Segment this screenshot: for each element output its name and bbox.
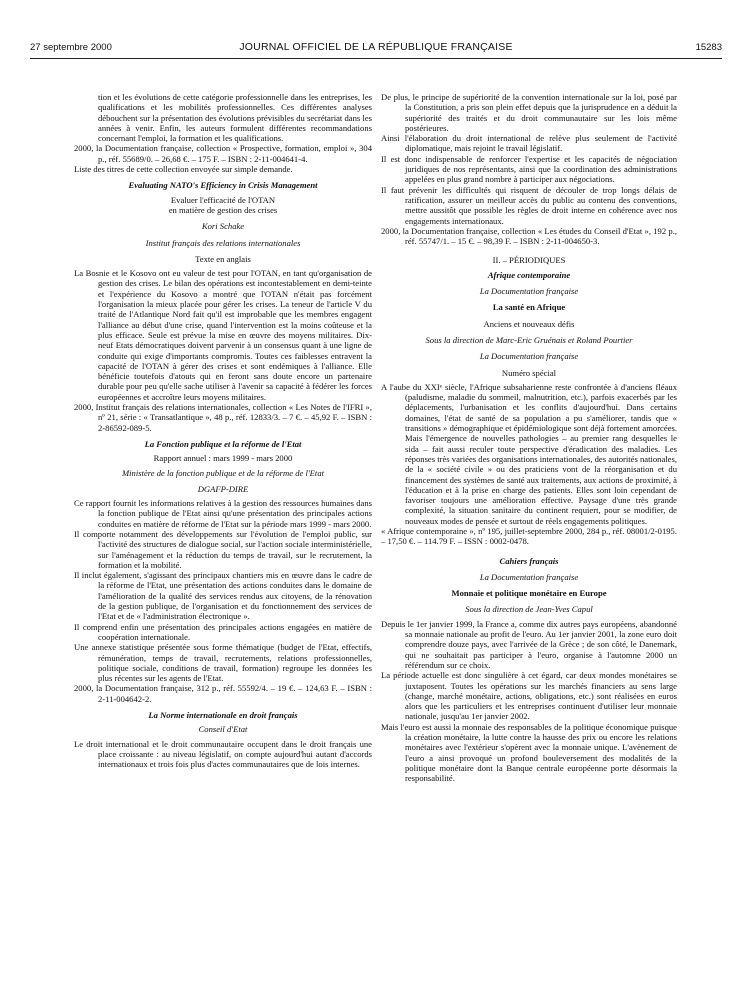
issue-heading: Monnaie et politique monétaire en Europe [451,588,607,599]
book-title: La Fonction publique et la réforme de l'Etat [144,438,302,449]
book-summary: La Bosnie et le Kosovo ont eu valeur de test pour l'OTAN, en tant qu'organisation de gestion des crises. Le bilan des opérations est incontestablement en demi-teinte et l'expérience du Kosovo a montré que l'OTAN n'était pas forcément l'organisation la mieux placée pour gérer les crises. La teneur de l'article V du traité de l'Atlantique Nord fait qu'il est improbable que les membres engagent l'alliance au début d'une crise, quand l'intervention est la moins coûteuse et la plus efficace. Seule est prévue la mise en œuvre des moyens militaires. Dix-neuf Etats démocratiques doivent parvenir à un consensus quant à une ligne de conduite qui exige d'importants compromis. Toutes ces faiblesses entravent la capacité de l'OTAN à gérer des crises et sont endémiques à l'alliance. Elle bénéficie toutefois d'atouts qui en feront sans doute encore un partenaire durable pour peu qu'elle sache utiliser à l'avenir sa capacité à fédérer les forces européennes et accroître leurs moyens militaires. [74,268,372,402]
periodical-publisher: La Documentation française [479,571,579,582]
book-title: Evaluating NATO's Efficiency in Crisis Management [128,180,318,191]
book-subtitle: Rapport annuel : mars 1999 - mars 2000 [153,453,293,464]
reference-entry: 2000, la Documentation française, collection « Les études du Conseil d'Etat », 192 p., réf. 55747/1. – 15 €. – 98,39 F. – ISBN : 2-11-004650-3. [381,225,677,247]
header-date: 27 septembre 2000 [30,42,112,53]
book-subtitle: en matière de gestion des crises [168,204,278,215]
book-title: La Norme internationale en droit français [148,710,298,721]
special-issue-label: Numéro spécial [501,367,557,378]
reference-entry: 2000, la Documentation française, collection « Prospective, formation, emploi », 304 p., réf. 55689/0. – 26,68 €. – 175 F. – ISBN : 2-11-004641-4. [74,143,372,164]
book-summary: Il inclut également, s'agissant des principaux chantiers mis en œuvre dans le cadre de la réforme de l'Etat, une présentation des actions conduites dans le domaine de l'amélioration de la qualité des services rendus aux citoyens, de la rénovation de la gestion publique, de l'organisation et du fonctionnement des services de l'Etat et de « l'administration électronique ». [74,570,372,622]
journal-title: JOURNAL OFFICIEL DE LA RÉPUBLIQUE FRANÇAISE [239,41,513,53]
issue-summary: Mais l'euro est aussi la monnaie des responsables de la politique économique puisque la création monétaire, la lutte contre la hausse des prix ou encore les relations monétaires avec l'extérieur s'opèrent avec la monnaie unique. L'avènement de l'euro a ainsi provoqué un profond bouleversement des modalités de la politique monétaire dont la Banque centrale européenne porte désormais la responsabilité. [381,721,677,784]
book-summary: Il faut prévenir les difficultés qui risquent de découler de trop longs délais de ratification, assurer un meilleur accès du public au contenu des conventions, mettre aussitôt que possible les règles de droit interne en cohérence avec nos engagements internationaux. [381,184,677,226]
book-summary: Ce rapport fournit les informations relatives à la gestion des ressources humaines dans la fonction publique de l'Etat ainsi qu'une présentation des principales actions conduites en matière de réforme de l'Etat sur la période mars 1999 - mars 2000. [74,498,372,529]
page-number: 15283 [695,42,722,53]
periodical-publisher: La Documentation française [479,286,579,297]
book-subtitle: Evaluer l'efficacité de l'OTAN [170,194,276,205]
issue-editors: Sous la direction de Marc-Eric Gruénais et Roland Pourtier [425,334,633,345]
right-column [381,92,677,784]
book-summary: Une annexe statistique présentée sous forme thématique (budget de l'Etat, effectifs, rémunération, temps de travail, recrutements, relations professionnelles, politique sociale, conditions de travail, formation) regroupe les données les plus récentes sur les agents de l'Etat. [74,642,372,684]
continued-paragraph: tion et les évolutions de cette catégorie professionnelle dans les entreprises, les qualifications et les mobilités professionnelles. Ces différentes analyses débouchent sur la présentation des évolutions prévisibles du secrétariat dans les années à venir. Enfin, les auteurs formulent différentes recommandations concernant l'emploi, la formation et les qualifications. [98,92,372,144]
issue-subtitle: Anciens et nouveaux défis [483,318,575,329]
book-directorate: DGAFP-DIRE [197,483,249,494]
section-heading: II. – PÉRIODIQUES [492,255,566,266]
book-summary: Il comprend enfin une présentation des principales actions engagées en matière de coopération internationale. [74,621,372,642]
periodical-publisher: La Documentation française [479,351,579,362]
reference-entry: 2000, la Documentation française, 312 p., réf. 55592/4. – 19 €. – 124,63 F. – ISBN : 2-11-004642-2. [74,683,372,704]
issue-heading: La santé en Afrique [492,302,566,313]
issue-editors: Sous la direction de Jean-Yves Capul [465,604,593,615]
issue-summary: A l'aube du XXIᵉ siècle, l'Afrique subsaharienne reste confrontée à d'anciens fléaux (paludisme, maladie du sommeil, malnutrition, etc.), parfois exacerbés par les déplacements, l'urbanisation et les conflits d'aujourd'hui. Dans certains domaines, l'état de santé de sa population a pu s'améliorer, tandis que « transitions » démographique et épidémiologique sont déjà fortement amorcées. Mais l'émergence de nouvelles pathologies – au premier rang desquelles le sida – fait aussi reculer toute perspective d'éradication des maladies. Les réponses très variées des organisations internationales, des autorités nationales, de la « société civile » ou des praticiens vont de la réorganisation et du financement des systèmes de santé aux traitements, aux actions de proximité, à l'éducation et à la prise en charge des patients. Elles sont loin cependant de favoriser toujours une amélioration effective. Paysage d'une très grande complexité, la situation sanitaire du continent requiert, pour se modifier, de nouveaux modes de pensée et surtout de réels engagements politiques. [381,381,677,526]
issue-summary: Depuis le 1er janvier 1999, la France a, comme dix autres pays européens, abandonné sa monnaie nationale au profit de l'euro. Au 1er janvier 2001, la zone euro doit comprendre douze pays, avec l'arrivée de la Grèce ; de son côté, le Danemark, qui ne souhaitait pas participer à l'euro, organise à l'automne 2000 un référendum sur ce choix. [381,618,677,670]
periodical-title: Afrique contemporaine [487,269,571,280]
list-note: Liste des titres de cette collection envoyée sur simple demande. [74,164,293,175]
book-author: Ministère de la fonction publique et de la réforme de l'Etat [122,467,324,478]
periodical-title: Cahiers français [499,555,559,566]
issue-summary: La période actuelle est donc singulière à cet égard, car deux mondes monétaires se juxtaposent. Toutes les opérations sur les marchés financiers au sens large (change, marché monétaire, actions, obligations, etc.) sont réalisées en euros alors que les particuliers et les entreprises continuent d'utiliser leur monnaie nationale, jusqu'au 1er janvier 2002. [381,670,677,722]
book-summary: Il comporte notamment des développements sur l'évolution de l'emploi public, sur l'activité des structures de dialogue social, sur l'action sociale interministérielle, sur l'aménagement et la réduction du temps de travail, sur le recrutement, la formation et la mobilité. [74,528,372,570]
reference-entry: « Afrique contemporaine », nº 195, juillet-septembre 2000, 284 p., réf. 08001/2-0195. – 17,50 €. – 114.79 F. – ISSN : 0002-0478. [381,525,677,547]
book-summary: Ainsi l'élaboration du droit international de relève plus seulement de l'activité diplomatique, mais rejoint le travail législatif. [381,133,677,154]
page-header [30,40,722,59]
book-summary: Il est donc indispensable de renforcer l'expertise et les capacités de négociation juridiques de nos représentants, ainsi que la coordination des administrations appelées en plus grand nombre à participer aux négociations. [381,153,677,185]
reference-entry: 2000, Institut français des relations internationales, collection « Les Notes de l'IFRI », nº 21, série : « Transatlantique », 48 p., réf. 12833/3. – 7 €. – 45,92 F. – ISBN : 2-86592-089-5. [74,402,372,433]
book-summary: De plus, le principe de supériorité de la convention internationale sur la loi, posé par la Constitution, a pris son plein effet depuis que la jurisprudence en a déduit la supériorité des traités et du droit communautaire sur les lois même postérieures. [381,92,677,133]
left-column [74,92,372,770]
book-author: Conseil d'Etat [198,724,248,735]
book-language: Texte en anglais [195,253,251,264]
book-author: Kori Schake [201,221,245,232]
book-summary: Le droit international et le droit communautaire occupent dans le droit français une place croissante : au niveau législatif, on compte aujourd'hui autant d'accords internationaux et trois fois plus d'actes communautaires que de lois internes. [74,738,372,770]
book-institution: Institut français des relations internationales [145,237,301,248]
